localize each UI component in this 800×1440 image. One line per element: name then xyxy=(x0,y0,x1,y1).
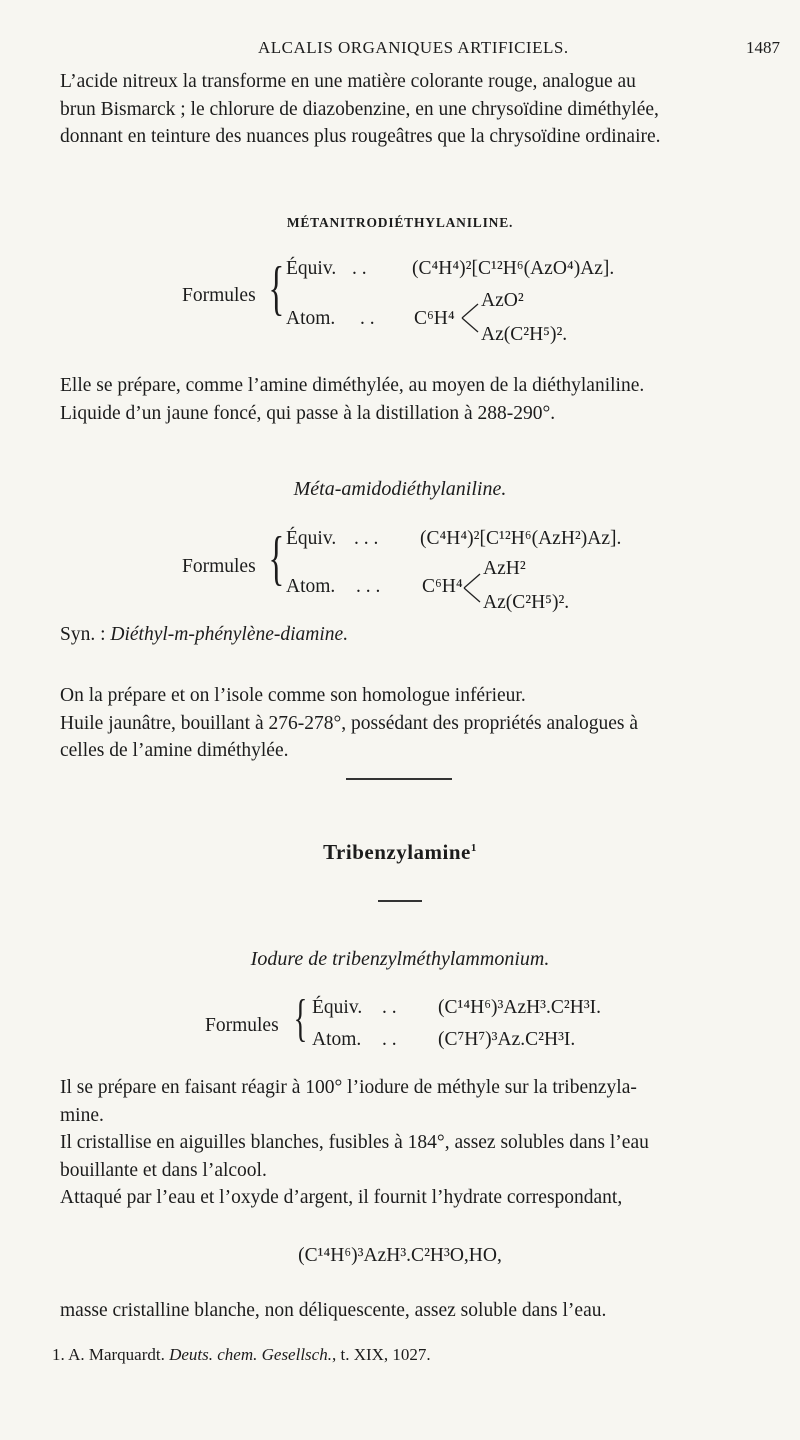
atom-label: Atom. xyxy=(286,308,336,329)
footnote-ref: 1 xyxy=(470,842,477,854)
equiv-formula: (C¹⁴H⁶)³AzH³.C²H³I. xyxy=(438,997,602,1018)
atom-branch-bottom: Az(C²H⁵)². xyxy=(481,324,568,345)
section2-title: Méta-amidodiéthylaniline. xyxy=(293,478,507,500)
section3-line-4: bouillante et dans l’alcool. xyxy=(60,1159,267,1181)
section3-subtitle: Iodure de tribenzylméthylammonium. xyxy=(250,948,550,970)
synonym-name: Diéthyl-m-phénylène-diamine. xyxy=(110,624,349,645)
bond-lines-icon xyxy=(460,296,482,336)
equiv-dots: . . xyxy=(352,258,367,279)
equiv-dots: . . xyxy=(382,997,397,1018)
section-divider xyxy=(346,778,452,780)
atom-formula: (C⁷H⁷)³Az.C²H³I. xyxy=(438,1029,576,1050)
footnote-ref-detail: , t. XIX, 1027. xyxy=(331,1345,431,1364)
section3-formulas xyxy=(0,990,800,1065)
equiv-label: Équiv. xyxy=(286,528,337,549)
section2-line-1: On la prépare et on l’isole comme son homologue inférieur. xyxy=(60,685,526,706)
section1-body xyxy=(60,372,778,427)
atom-branch-top: AzO² xyxy=(481,290,524,311)
section3-title xyxy=(0,840,800,865)
intro-line-3: donnant en teinture des nuances plus rougeâtres que la chrysoïdine ordinaire. xyxy=(60,126,661,147)
atom-dots: . . . xyxy=(356,576,381,597)
running-title: ALCALIS ORGANIQUES ARTIFICIELS. xyxy=(258,38,569,57)
section1-line-1: Elle se prépare, comme l’amine diméthylée, au moyen de la diéthylaniline. xyxy=(60,375,645,396)
synonym-prefix: Syn. : xyxy=(60,624,106,645)
footnote xyxy=(52,1345,431,1365)
atom-dots: . . xyxy=(360,308,375,329)
page-number: 1487 xyxy=(746,38,780,57)
intro-line-1: L’acide nitreux la transforme en une matière colorante rouge, analogue au xyxy=(60,71,636,92)
synonym-line xyxy=(60,624,348,646)
footnote-number: 1. xyxy=(52,1345,65,1364)
brace-icon: { xyxy=(293,990,308,1047)
equiv-formula: (C⁴H⁴)²[C¹²H⁶(AzH²)Az]. xyxy=(420,528,622,549)
intro-paragraph xyxy=(60,68,778,151)
section3-title-text: Tribenzylamine xyxy=(323,840,471,864)
formules-label: Formules xyxy=(182,556,256,577)
atom-core: C⁶H⁴ xyxy=(422,576,463,597)
section1-title: MÉTANITRODIÉTHYLANILINE. xyxy=(286,215,514,230)
equiv-label: Équiv. xyxy=(312,997,363,1018)
bond-lines-icon xyxy=(462,566,484,606)
atom-core: C⁶H⁴ xyxy=(414,308,455,329)
footnote-author: A. Marquardt. xyxy=(68,1345,165,1364)
formules-label: Formules xyxy=(182,285,256,306)
atom-branch-top: AzH² xyxy=(483,558,526,579)
section3-line-5: Attaqué par l’eau et l’oxyde d’argent, il fournit l’hydrate correspondant, xyxy=(60,1187,623,1208)
closing-line: masse cristalline blanche, non déliquescente, assez soluble dans l’eau. xyxy=(60,1300,607,1321)
equiv-label: Équiv. xyxy=(286,258,337,279)
equiv-formula: (C⁴H⁴)²[C¹²H⁶(AzO⁴)Az]. xyxy=(412,258,615,279)
footnote-journal: Deuts. chem. Gesellsch. xyxy=(169,1345,332,1364)
formules-label: Formules xyxy=(205,1015,279,1036)
section3-line-1: Il se prépare en faisant réagir à 100° l’iodure de méthyle sur la tribenzyla- xyxy=(60,1077,637,1098)
section3-body xyxy=(60,1074,778,1212)
hydrate-formula: (C¹⁴H⁶)³AzH³.C²H³O,HO, xyxy=(298,1245,502,1266)
section2-line-3: celles de l’amine diméthylée. xyxy=(60,740,289,761)
brace-icon: { xyxy=(268,525,285,591)
atom-branch-bottom: Az(C²H⁵)². xyxy=(483,592,570,613)
section2-body xyxy=(60,682,778,765)
section3-line-2: mine. xyxy=(60,1104,104,1126)
intro-line-2: brun Bismarck ; le chlorure de diazobenzine, en une chrysoïdine diméthylée, xyxy=(60,98,659,120)
section3-closing xyxy=(60,1297,778,1325)
section2-line-2: Huile jaunâtre, bouillant à 276-278°, possédant des propriétés analogues à xyxy=(60,712,639,734)
section3-line-3: Il cristallise en aiguilles blanches, fusibles à 184°, assez solubles dans l’eau xyxy=(60,1132,649,1153)
atom-label: Atom. xyxy=(286,576,336,597)
equiv-dots: . . . xyxy=(354,528,379,549)
brace-icon: { xyxy=(268,255,285,321)
section2-formulas xyxy=(0,525,800,628)
atom-label: Atom. xyxy=(312,1029,362,1050)
section1-formulas xyxy=(0,250,800,350)
atom-dots: . . xyxy=(382,1029,397,1050)
short-divider xyxy=(378,900,422,902)
section1-line-2: Liquide d’un jaune foncé, qui passe à la distillation à 288-290°. xyxy=(60,402,556,424)
